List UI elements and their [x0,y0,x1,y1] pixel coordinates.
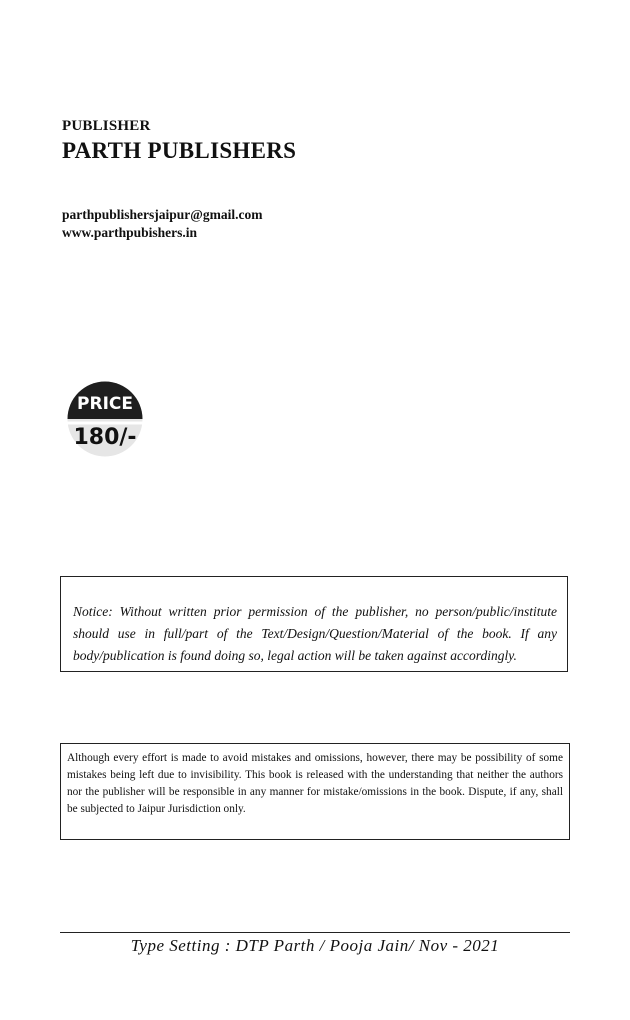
publisher-name: PARTH PUBLISHERS [62,138,297,163]
price-label: PRICE [77,394,133,414]
typesetting-credit: Type Setting : DTP Parth / Pooja Jain/ Nov - 2021 [130,936,500,955]
publisher-label: PUBLISHER [62,118,151,134]
copyright-notice-box [60,576,568,672]
price-badge [62,381,148,457]
publisher-email: parthpublishersjaipur@gmail.com [62,207,263,222]
price-value: 180/- [73,425,137,450]
disclaimer-text: Although every effort is made to avoid mistakes and omissions, however, there may be possibility of some mistakes being left due to invisibility. This book is released with the understanding that neither the authors nor the publisher will be responsible in any manner for mistake/omissions in the book. Dispute, if any, shall be subjected to Jaipur Jurisdiction only. [67,752,563,815]
footer-divider [60,932,570,933]
publisher-website: www.parthpubishers.in [62,225,198,240]
disclaimer-box [60,743,570,840]
copyright-notice-text: Notice: Without written prior permission of the publisher, no person/public/institute should use in full/part of the Text/Design/Question/Material of the book. If any body/publication is found doing so, legal action will be taken against accordingly. [73,604,557,663]
